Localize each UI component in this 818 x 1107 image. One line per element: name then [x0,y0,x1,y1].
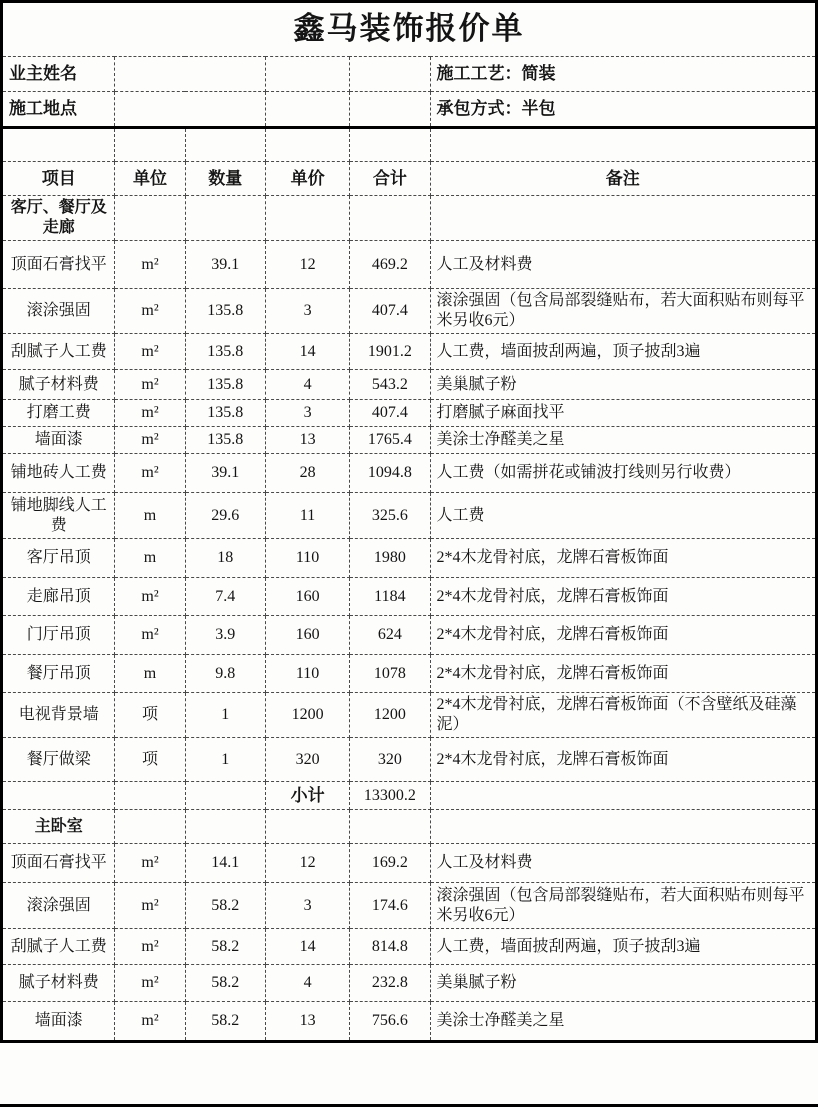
unit-price-cell: 4 [265,370,349,400]
quantity-cell: 39.1 [185,454,265,493]
remark-cell: 2*4木龙骨衬底，龙牌石膏板饰面（不含壁纸及硅藻泥） [430,693,816,738]
item-cell: 墙面漆 [2,1002,115,1042]
table-row [2,883,817,929]
remark-cell: 美涂士净醛美之星 [430,427,816,454]
table-row [2,539,817,578]
page-title: 鑫马装饰报价单 [2,2,817,57]
remark-cell: 2*4木龙骨衬底，龙牌石膏板饰面 [430,539,816,578]
remark-cell: 打磨腻子麻面找平 [430,400,816,427]
title-row [2,2,817,57]
remark-cell: 2*4木龙骨衬底，龙牌石膏板饰面 [430,578,816,616]
remark-cell: 美涂士净醛美之星 [430,1002,816,1042]
subtotal-value: 13300.2 [350,782,430,810]
item-cell: 腻子材料费 [2,370,115,400]
quantity-cell: 58.2 [185,883,265,929]
total-cell: 169.2 [350,844,430,883]
table-row [2,844,817,883]
table-row [2,427,817,454]
empty-cell [350,57,430,92]
empty-cell [430,782,816,810]
empty-cell [430,196,816,241]
remark-cell: 人工及材料费 [430,241,816,289]
remark-cell: 滚涂强固（包含局部裂缝贴布，若大面积贴布则每平米另收6元） [430,883,816,929]
table-row [2,929,817,965]
item-cell: 电视背景墙 [2,693,115,738]
remark-cell: 2*4木龙骨衬底，龙牌石膏板饰面 [430,738,816,782]
empty-cell [265,196,349,241]
empty-cell [350,196,430,241]
quantity-cell: 29.6 [185,493,265,539]
total-cell: 814.8 [350,929,430,965]
item-cell: 刮腻子人工费 [2,334,115,370]
item-cell: 滚涂强固 [2,289,115,334]
empty-cell [2,128,115,162]
table-row [2,400,817,427]
unit-cell: m² [115,427,185,454]
quantity-cell: 135.8 [185,289,265,334]
total-cell: 407.4 [350,400,430,427]
total-cell: 320 [350,738,430,782]
quantity-cell: 58.2 [185,1002,265,1042]
table-row [2,241,817,289]
subtotal-row [2,782,817,810]
empty-cell [265,57,349,92]
contract-text: 承包方式：半包 [430,92,816,128]
item-cell: 刮腻子人工费 [2,929,115,965]
empty-cell [115,782,185,810]
item-cell: 铺地脚线人工费 [2,493,115,539]
unit-price-cell: 13 [265,1002,349,1042]
total-cell: 1765.4 [350,427,430,454]
empty-cell [350,128,430,162]
column-header-row [2,162,817,196]
table-row [2,1002,817,1042]
quantity-cell: 135.8 [185,370,265,400]
item-cell: 打磨工费 [2,400,115,427]
item-cell: 墙面漆 [2,427,115,454]
remark-cell: 2*4木龙骨衬底，龙牌石膏板饰面 [430,655,816,693]
unit-cell: m² [115,289,185,334]
remark-cell: 滚涂强固（包含局部裂缝贴布，若大面积贴布则每平米另收6元） [430,289,816,334]
quantity-cell: 3.9 [185,616,265,655]
unit-price-cell: 4 [265,965,349,1002]
unit-cell: m² [115,844,185,883]
unit-cell: m² [115,616,185,655]
unit-price-cell: 3 [265,289,349,334]
empty-cell [430,128,816,162]
unit-price-cell: 28 [265,454,349,493]
empty-cell [185,196,265,241]
unit-price-cell: 3 [265,400,349,427]
table-row [2,370,817,400]
section-header-row [2,810,817,844]
owner-name-label: 业主姓名 [2,57,115,92]
item-cell: 铺地砖人工费 [2,454,115,493]
total-cell: 624 [350,616,430,655]
unit-price-cell: 12 [265,241,349,289]
empty-cell [2,782,115,810]
unit-cell: 项 [115,693,185,738]
column-header-price: 单价 [265,162,349,196]
quantity-cell: 14.1 [185,844,265,883]
total-cell: 174.6 [350,883,430,929]
total-cell: 1078 [350,655,430,693]
quantity-cell: 1 [185,693,265,738]
unit-cell: m² [115,883,185,929]
location-value [115,92,266,128]
item-cell: 顶面石膏找平 [2,241,115,289]
empty-cell [430,810,816,844]
empty-cell [350,810,430,844]
empty-cell [265,92,349,128]
unit-price-cell: 13 [265,427,349,454]
quantity-cell: 7.4 [185,578,265,616]
item-cell: 走廊吊顶 [2,578,115,616]
unit-price-cell: 110 [265,539,349,578]
total-cell: 543.2 [350,370,430,400]
table-row [2,578,817,616]
unit-cell: m² [115,454,185,493]
spacer-row [2,128,817,162]
table-row [2,616,817,655]
empty-cell [265,810,349,844]
empty-cell [350,92,430,128]
section-name: 客厅、餐厅及走廊 [2,196,115,241]
empty-cell [115,810,185,844]
column-header-remark: 备注 [430,162,816,196]
empty-cell [185,810,265,844]
unit-cell: m [115,539,185,578]
unit-cell: m [115,655,185,693]
total-cell: 1901.2 [350,334,430,370]
remark-cell: 人工费 [430,493,816,539]
unit-price-cell: 320 [265,738,349,782]
location-row [2,92,817,128]
quantity-cell: 18 [185,539,265,578]
table-row [2,693,817,738]
total-cell: 469.2 [350,241,430,289]
unit-cell: m [115,493,185,539]
item-cell: 滚涂强固 [2,883,115,929]
quantity-cell: 1 [185,738,265,782]
unit-cell: m² [115,965,185,1002]
craft-text: 施工工艺：简装 [430,57,816,92]
table-row [2,493,817,539]
remark-cell: 人工及材料费 [430,844,816,883]
quantity-cell: 9.8 [185,655,265,693]
subtotal-label: 小计 [265,782,349,810]
total-cell: 407.4 [350,289,430,334]
total-cell: 1980 [350,539,430,578]
item-cell: 客厅吊顶 [2,539,115,578]
quantity-cell: 39.1 [185,241,265,289]
unit-cell: m² [115,370,185,400]
empty-cell [115,196,185,241]
unit-cell: m² [115,929,185,965]
total-cell: 756.6 [350,1002,430,1042]
remark-cell: 2*4木龙骨衬底，龙牌石膏板饰面 [430,616,816,655]
item-cell: 腻子材料费 [2,965,115,1002]
unit-cell: m² [115,1002,185,1042]
total-cell: 232.8 [350,965,430,1002]
section-header-row [2,196,817,241]
unit-cell: m² [115,334,185,370]
section-name: 主卧室 [2,810,115,844]
table-row [2,289,817,334]
total-cell: 1094.8 [350,454,430,493]
unit-price-cell: 110 [265,655,349,693]
quantity-cell: 58.2 [185,929,265,965]
table-row [2,655,817,693]
item-cell: 餐厅做梁 [2,738,115,782]
empty-cell [265,128,349,162]
remark-cell: 美巢腻子粉 [430,370,816,400]
column-header-total: 合计 [350,162,430,196]
unit-price-cell: 12 [265,844,349,883]
quantity-cell: 135.8 [185,334,265,370]
remark-cell: 美巢腻子粉 [430,965,816,1002]
unit-price-cell: 11 [265,493,349,539]
unit-cell: m² [115,400,185,427]
remark-cell: 人工费，墙面披刮两遍，顶子披刮3遍 [430,334,816,370]
unit-cell: m² [115,241,185,289]
empty-cell [185,782,265,810]
unit-price-cell: 14 [265,929,349,965]
total-cell: 325.6 [350,493,430,539]
column-header-unit: 单位 [115,162,185,196]
item-cell: 门厅吊顶 [2,616,115,655]
column-header-qty: 数量 [185,162,265,196]
remark-cell: 人工费（如需拼花或铺波打线则另行收费） [430,454,816,493]
owner-name-value [115,57,266,92]
quantity-cell: 135.8 [185,427,265,454]
empty-cell [115,128,185,162]
unit-price-cell: 3 [265,883,349,929]
total-cell: 1200 [350,693,430,738]
unit-price-cell: 1200 [265,693,349,738]
quantity-cell: 135.8 [185,400,265,427]
unit-price-cell: 160 [265,616,349,655]
owner-row [2,57,817,92]
item-cell: 顶面石膏找平 [2,844,115,883]
total-cell: 1184 [350,578,430,616]
table-row [2,334,817,370]
location-label: 施工地点 [2,92,115,128]
remark-cell: 人工费，墙面披刮两遍，顶子披刮3遍 [430,929,816,965]
quantity-cell: 58.2 [185,965,265,1002]
table-row [2,965,817,1002]
table-row [2,738,817,782]
unit-cell: 项 [115,738,185,782]
column-header-item: 项目 [2,162,115,196]
unit-cell: m² [115,578,185,616]
table-row [2,454,817,493]
empty-cell [185,128,265,162]
unit-price-cell: 160 [265,578,349,616]
item-cell: 餐厅吊顶 [2,655,115,693]
unit-price-cell: 14 [265,334,349,370]
